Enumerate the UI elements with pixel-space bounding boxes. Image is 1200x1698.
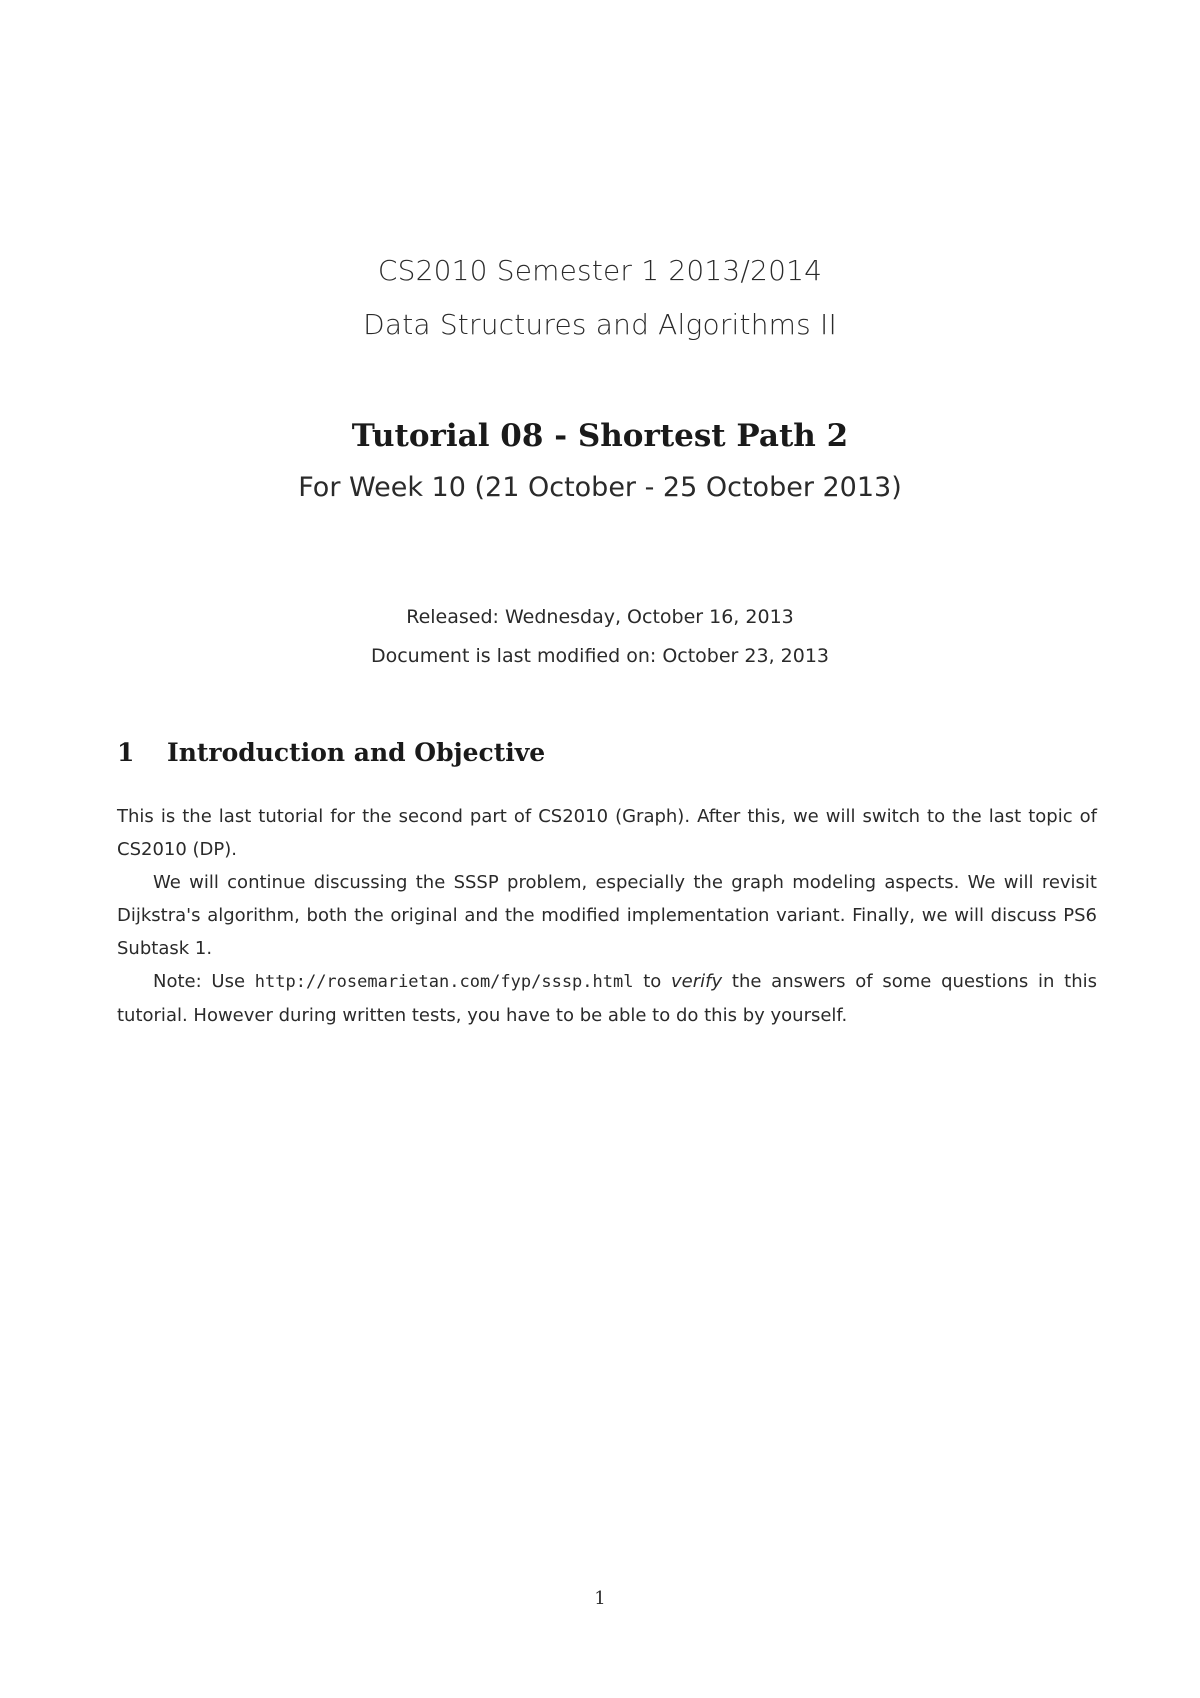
modified-date: Document is last modified on: October 23, 2013 [370,645,830,667]
tutorial-title: Tutorial 08 - Shortest Path 2 [351,418,849,454]
paragraph-intro: This is the last tutorial for the second part of CS2010 (Graph). After this, we will switch to the last topic of CS2010 (DP). [117,806,1097,860]
note-middle: to [633,971,672,992]
course-code-line: CS2010 Semester 1 2013/2014 [377,254,823,287]
paragraph-sssp: We will continue discussing the SSSP problem, especially the graph modeling aspects. We will revisit Dijkstra's algorithm, both the original and the modified implementation variant. Finally, we will discuss PS6 Subtask 1. [117,872,1097,959]
week-line: For Week 10 (21 October - 25 October 2013) [298,472,902,503]
sssp-url-link[interactable]: http://rosemarietan.com/fyp/sssp.html [254,972,634,992]
paragraph-note [117,965,1097,1032]
section-body [117,800,1097,1032]
released-date: Released: Wednesday, October 16, 2013 [406,606,794,628]
page-number: 1 [594,1588,606,1609]
note-prefix: Note: Use [153,971,255,992]
section-title: Introduction and Objective [167,738,546,767]
note-suffix: the answers of some questions in this tutorial. However during written tests, you have to be able to do this by yourself. [117,971,1097,1026]
note-emphasis: verify [671,971,723,992]
section-number: 1 [117,738,135,767]
course-name-line: Data Structures and Algorithms II [363,308,837,341]
section-heading [117,738,545,767]
